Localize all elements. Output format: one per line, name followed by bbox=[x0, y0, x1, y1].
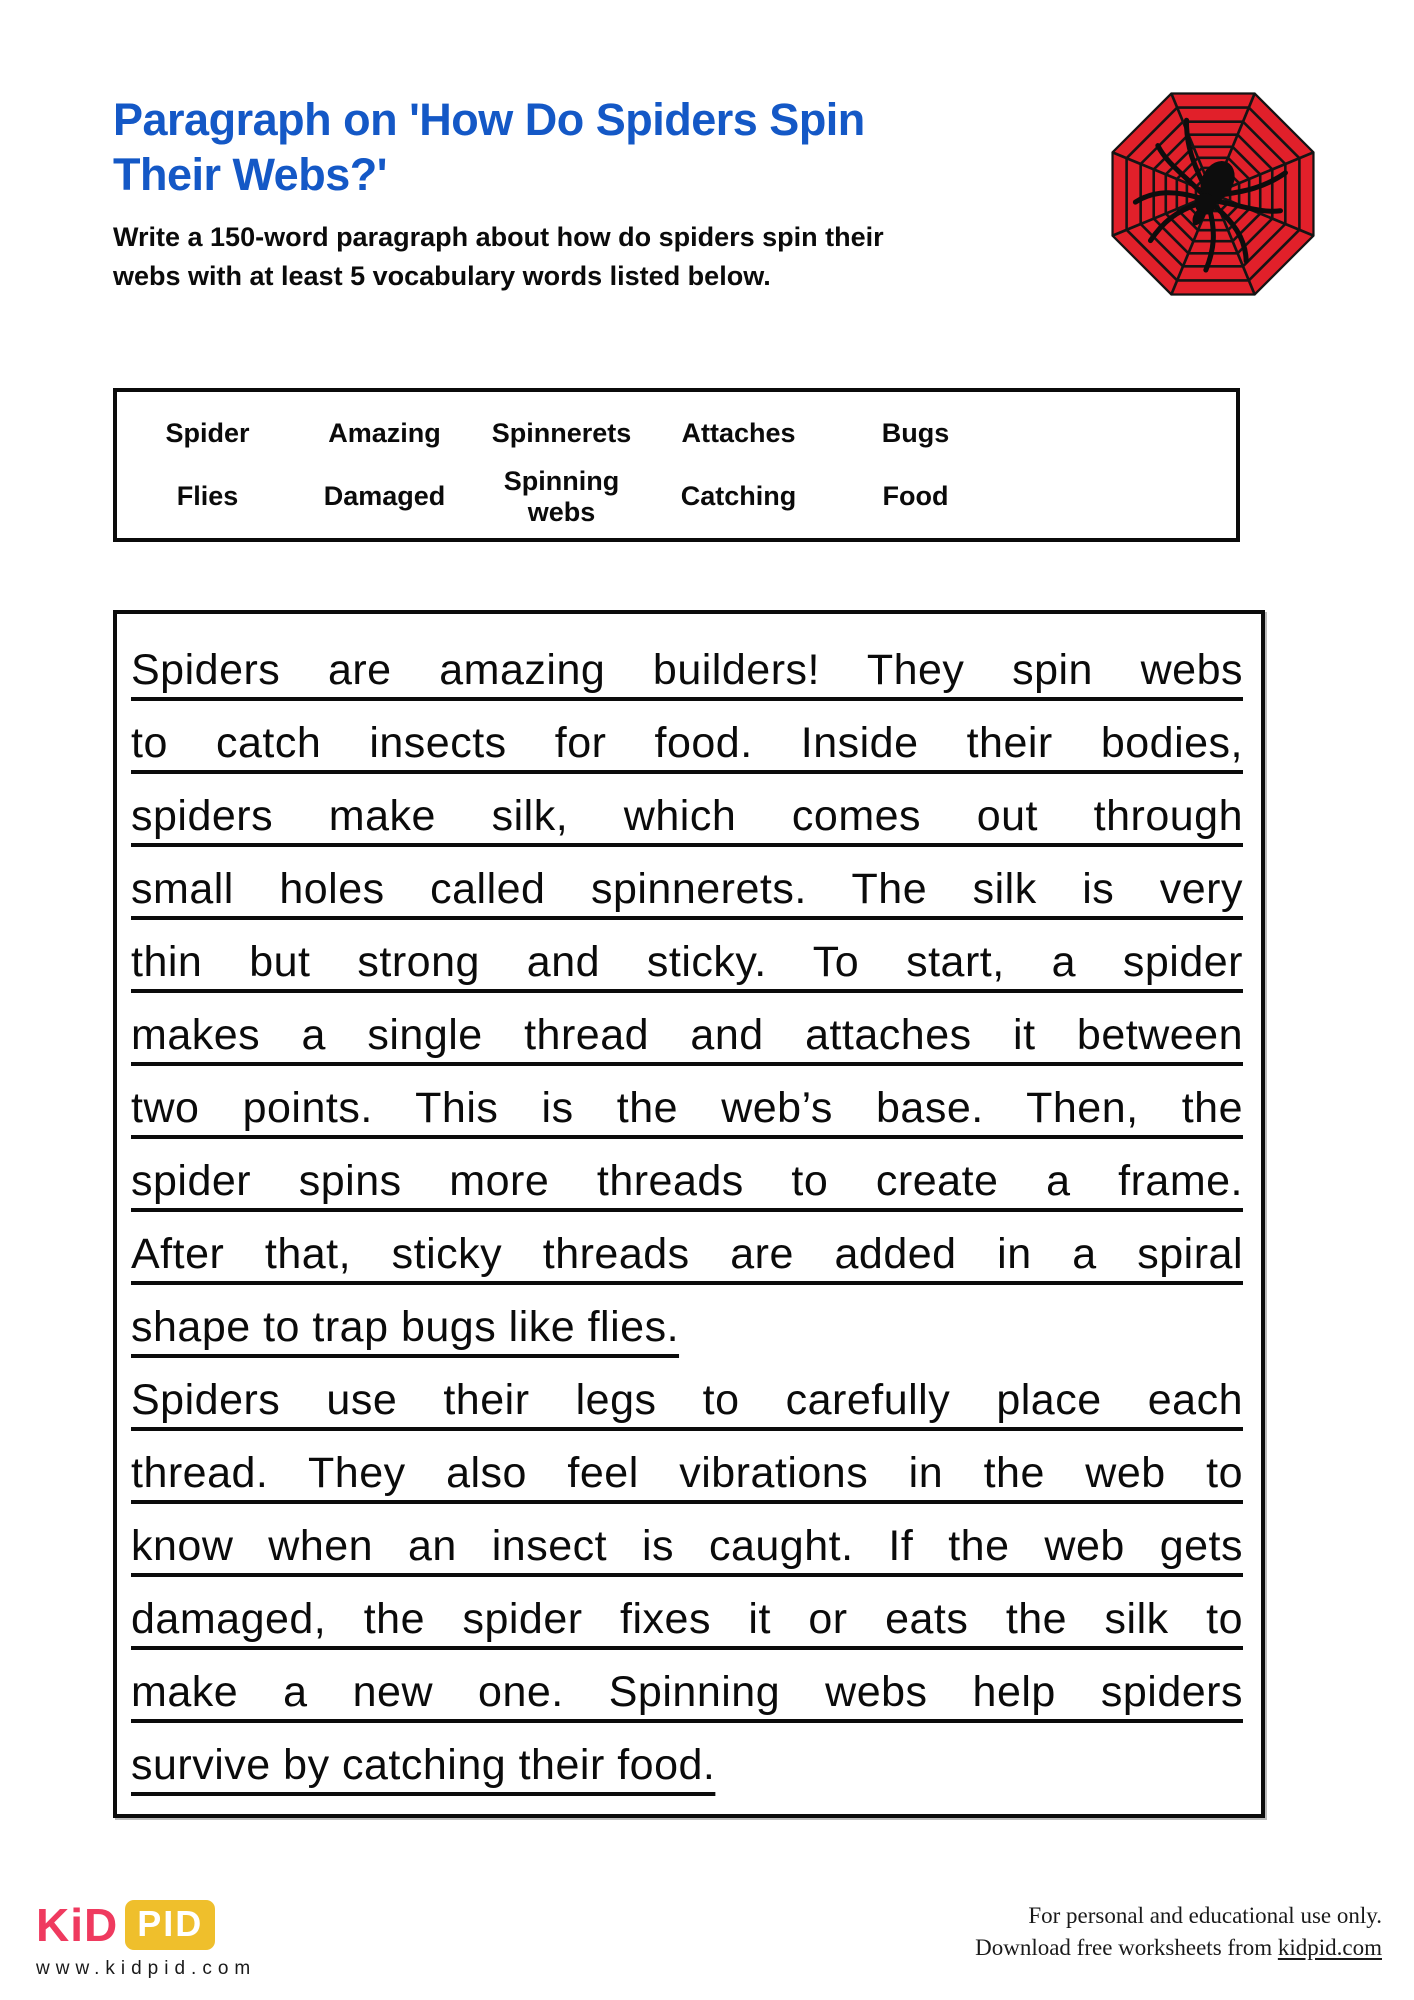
paragraph-line: small holes called spinnerets. The silk is very bbox=[131, 865, 1243, 913]
paragraph-line: know when an insect is caught. If the web gets bbox=[131, 1522, 1243, 1570]
paragraph-line: two points. This is the web’s base. Then, the bbox=[131, 1084, 1243, 1132]
paragraph-line: survive by catching their food. bbox=[131, 1741, 716, 1789]
paragraph-answer-box bbox=[113, 610, 1265, 1818]
logo-website-text: www.kidpid.com bbox=[36, 1958, 257, 1979]
paragraph-line: spiders make silk, which comes out through bbox=[131, 792, 1243, 840]
vocab-word: Flies bbox=[176, 481, 239, 511]
vocab-word: Damaged bbox=[323, 481, 446, 511]
paragraph-line: make a new one. Spinning webs help spiders bbox=[131, 1668, 1243, 1716]
paragraph-line: Spiders are amazing builders! They spin webs bbox=[131, 646, 1243, 694]
paragraph-line: Spiders use their legs to carefully place each bbox=[131, 1376, 1243, 1424]
vocab-word: Amazing bbox=[328, 418, 441, 448]
vocabulary-box bbox=[113, 388, 1240, 542]
paragraph-line: to catch insects for food. Inside their bodies, bbox=[131, 719, 1243, 767]
paragraph-line: spider spins more threads to create a frame. bbox=[131, 1157, 1243, 1205]
vocab-word: Bugs bbox=[881, 418, 950, 448]
vocab-word: Spinnerets bbox=[491, 418, 632, 448]
instruction-text: Write a 150-word paragraph about how do spiders spin their webs with at least 5 vocabulary words listed below. bbox=[113, 222, 884, 292]
page-title: Paragraph on 'How Do Spiders Spin Their Webs?' bbox=[113, 94, 865, 201]
paragraph-line: shape to trap bugs like flies. bbox=[131, 1303, 680, 1351]
usage-line2-prefix: Download free worksheets from bbox=[975, 1935, 1278, 1961]
vocab-word: Attaches bbox=[681, 418, 796, 448]
paragraph-line: After that, sticky threads are added in a spiral bbox=[131, 1230, 1243, 1278]
vocab-word: Spider bbox=[165, 418, 250, 448]
logo-kid-text: KiD bbox=[36, 1899, 119, 1951]
paragraph-line: thin but strong and sticky. To start, a spider bbox=[131, 938, 1243, 986]
usage-line1: For personal and educational use only. bbox=[1028, 1903, 1382, 1928]
spider-web-icon bbox=[1096, 82, 1330, 306]
kidpid-link[interactable]: kidpid.com bbox=[1277, 1935, 1382, 1961]
usage-line2 bbox=[975, 1932, 1382, 1964]
vocab-word: Spinning webs bbox=[503, 465, 620, 527]
kidpid-logo bbox=[36, 1898, 256, 1980]
logo-pid-badge: PID bbox=[125, 1900, 215, 1950]
vocab-word: Catching bbox=[680, 481, 797, 511]
paragraph-line: makes a single thread and attaches it between bbox=[131, 1011, 1243, 1059]
vocab-word: Food bbox=[882, 481, 949, 511]
paragraph-line: thread. They also feel vibrations in the web to bbox=[131, 1449, 1243, 1497]
usage-notice bbox=[975, 1900, 1382, 1964]
paragraph-line: damaged, the spider fixes it or eats the silk to bbox=[131, 1595, 1243, 1643]
